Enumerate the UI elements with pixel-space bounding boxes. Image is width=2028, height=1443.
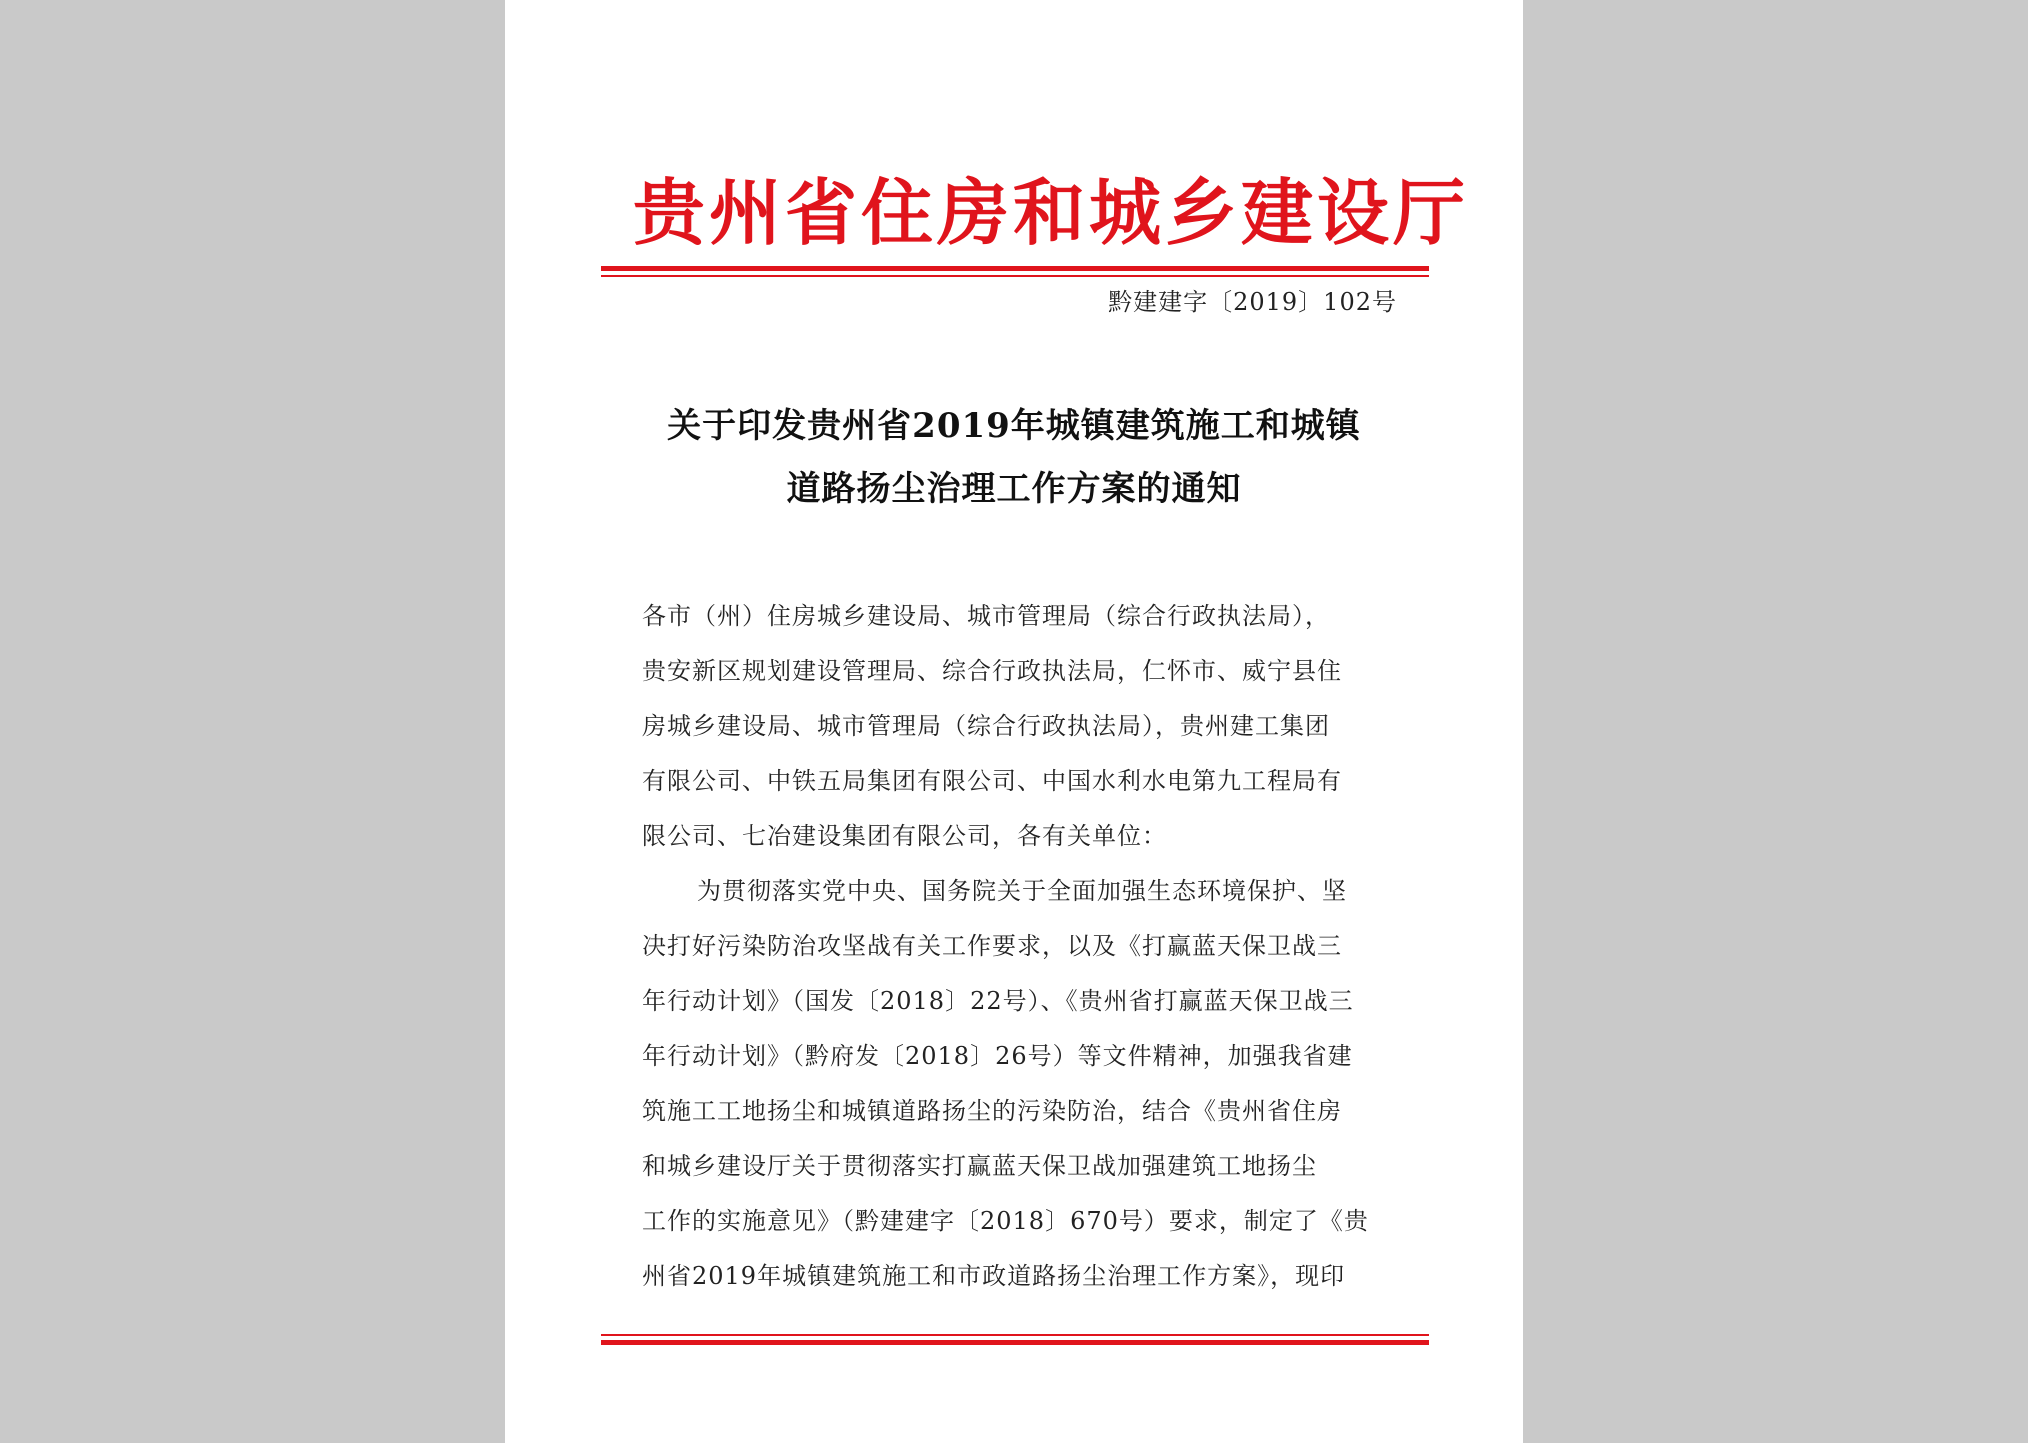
- body-line: 和城乡建设厅关于贯彻落实打赢蓝天保卫战加强建筑工地扬尘: [642, 1152, 1317, 1180]
- body-line: 工作的实施意见》（黔建建字〔2018〕670号）要求，制定了《贵: [642, 1207, 1369, 1235]
- body-line: 贵安新区规划建设管理局、综合行政执法局，仁怀市、威宁县住: [642, 657, 1342, 685]
- footer-divider-thin: [601, 1334, 1429, 1336]
- masthead-title: 贵州省住房和城乡建设厅: [633, 170, 1470, 255]
- title-line: 道路扬尘治理工作方案的通知: [786, 469, 1242, 509]
- body-line: 房城乡建设局、城市管理局（综合行政执法局），贵州建工集团: [642, 712, 1330, 740]
- document-title: [605, 395, 1423, 521]
- document-body: [642, 589, 1402, 1304]
- body-line: 年行动计划》（黔府发〔2018〕26号）等文件精神，加强我省建: [642, 1042, 1353, 1070]
- body-line: 有限公司、中铁五局集团有限公司、中国水利水电第九工程局有: [642, 767, 1342, 795]
- masthead-divider-thin: [601, 275, 1429, 277]
- document-number: 黔建建字〔2019〕102号: [1108, 288, 1397, 316]
- body-line: 筑施工工地扬尘和城镇道路扬尘的污染防治，结合《贵州省住房: [642, 1097, 1342, 1125]
- document-page: [505, 0, 1523, 1443]
- body-line: 决打好污染防治攻坚战有关工作要求，以及《打赢蓝天保卫战三: [642, 932, 1342, 960]
- body-line: 年行动计划》（国发〔2018〕22号）、《贵州省打赢蓝天保卫战三: [642, 987, 1354, 1015]
- footer-divider-thick: [601, 1340, 1429, 1345]
- body-line: 各市（州）住房城乡建设局、城市管理局（综合行政执法局），: [642, 602, 1330, 630]
- body-line: 州省2019年城镇建筑施工和市政道路扬尘治理工作方案》，现印: [642, 1262, 1346, 1290]
- body-line: 为贯彻落实党中央、国务院关于全面加强生态环境保护、坚: [697, 877, 1347, 905]
- masthead-divider-thick: [601, 266, 1429, 271]
- title-line: 关于印发贵州省2019年城镇建筑施工和城镇: [667, 406, 1361, 446]
- body-line: 限公司、七冶建设集团有限公司，各有关单位：: [642, 822, 1167, 850]
